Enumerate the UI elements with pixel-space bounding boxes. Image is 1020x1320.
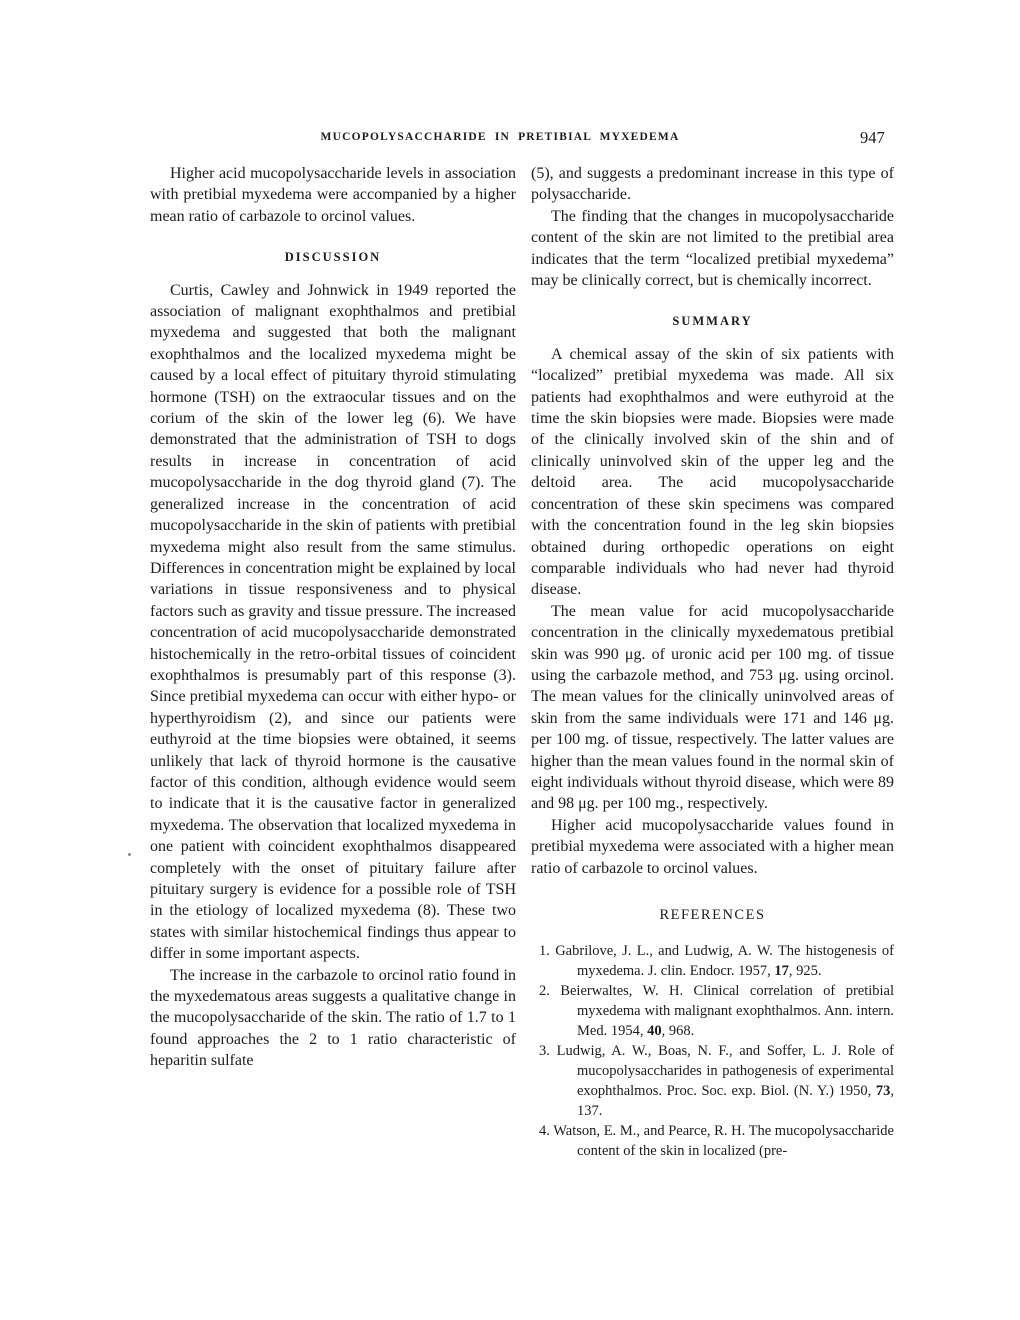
reference-item	[531, 981, 894, 1041]
reference-text: Beierwaltes, W. H. Clinical correlation of pretibial myxedema with malignant exophthalmos. Ann. intern. Med. 1954,	[560, 983, 895, 1040]
reference-item	[531, 1121, 894, 1161]
column-left	[150, 163, 516, 1072]
reference-number: 1.	[539, 943, 550, 960]
scan-speck-artifact	[128, 853, 131, 856]
reference-item	[531, 941, 894, 981]
reference-volume: 17	[774, 963, 789, 980]
page-number: 947	[860, 128, 885, 147]
reference-pages: , 925.	[788, 963, 822, 980]
references-heading: REFERENCES	[659, 907, 766, 923]
reference-number: 4.	[539, 1123, 550, 1140]
reference-text: Ludwig, A. W., Boas, N. F., and Soffer, L. J. Role of mucopolysaccharides in pathogenesis of experimental exophthalmos. Proc. Soc. exp. Biol. (N. Y.) 1950,	[556, 1043, 895, 1100]
finding-paragraph: The finding that the changes in mucopolysaccharide content of the skin are not limited to the pretibial area indicates that the term “localized pretibial myxedema” may be clinically correct, but is chemically incorrect.	[531, 207, 894, 290]
running-head: MUCOPOLYSACCHARIDE IN PRETIBIAL MYXEDEMA	[320, 131, 680, 143]
reference-item	[531, 1041, 894, 1121]
carbazole-ratio-paragraph: The increase in the carbazole to orcinol ratio found in the myxedematous areas suggests a qualitative change in the mucopolysaccharide of the skin. The ratio of 1.7 to 1 found approaches the 2 to 1 ratio characteristic of heparitin sulfate	[150, 966, 516, 1070]
reference-text: Gabrilove, J. L., and Ludwig, A. W. The histogenesis of myxedema. J. clin. Endocr. 1957,	[555, 943, 895, 980]
discussion-heading: DISCUSSION	[284, 250, 382, 265]
reference-number: 2.	[539, 983, 550, 1000]
reference-text: Watson, E. M., and Pearce, R. H. The mucopolysaccharide content of the skin in localized (pre-	[553, 1123, 894, 1160]
reference-pages: , 968.	[661, 1023, 695, 1040]
reference-volume: 73	[875, 1083, 891, 1100]
summary-heading: SUMMARY	[672, 314, 753, 329]
reference-number: 3.	[539, 1043, 550, 1060]
discussion-paragraph: Curtis, Cawley and Johnwick in 1949 reported the association of malignant exophthalmos and pretibial myxedema and suggested that both the malignant exophthalmos and the localized myxedema might be caused by a local effect of pituitary thyroid stimulating hormone (TSH) on the extraocular tissues and on the corium of the skin of the lower leg (6). We have demonstrated that the administration of TSH to dogs results in increase in concentration of acid mucopolysaccharide in the dog thyroid gland (7). The generalized increase in the concentration of acid mucopolysaccharide in the skin of patients with pretibial myxedema might also result from the same stimulus. Differences in concentration might be explained by local variations in tissue responsiveness and to physical factors such as gravity and tissue pressure. The increased concentration of acid mucopolysaccharide demonstrated histochemically in the retro-orbital tissues of coincident exophthalmos is presumably part of this response (3). Since pretibial myxedema can occur with either hypo- or hyperthyroidism (2), and since our patients were euthyroid at the time biopsies were obtained, it seems unlikely that lack of thyroid hormone is the causative factor of this condition, although evidence would seem to indicate that it is the causative factor in generalized myxedema. The observation that localized myxedema in one patient with coincident exophthalmos disappeared completely with the onset of pituitary failure after pituitary surgery is evidence for a possible role of TSH in the etiology of localized myxedema (8). These two states with similar histochemical findings thus appear to differ in some important aspects.	[150, 281, 516, 963]
reference-list	[531, 941, 894, 1161]
continuation-paragraph: (5), and suggests a predominant increase in this type of polysaccharide.	[531, 165, 894, 204]
opening-paragraph: Higher acid mucopolysaccharide levels in association with pretibial myxedema were accompanied by a higher mean ratio of carbazole to orcinol values.	[150, 165, 516, 225]
reference-volume: 40	[647, 1023, 662, 1040]
summary-paragraph-1: A chemical assay of the skin of six patients with “localized” pretibial myxedema was made. All six patients had exophthalmos and were euthyroid at the time the skin biopsies were made. Biopsies were made of the clinically involved skin of the shin and of clinically uninvolved skin of the upper leg and the deltoid area. The acid mucopolysaccharide concentration of these skin specimens was compared with the concentration found in the leg skin biopsies obtained during orthopedic operations on eight comparable individuals who had never had thyroid disease.	[531, 345, 894, 599]
summary-paragraph-2: The mean value for acid mucopolysaccharide concentration in the clinically myxedematous pretibial skin was 990 μg. of uronic acid per 100 mg. of tissue using the carbazole method, and 753 μg. using orcinol. The mean values for the clinically uninvolved areas of skin from the same individuals were 171 and 146 μg. per 100 mg. of tissue, respectively. The latter values are higher than the mean values found in the normal skin of eight individuals without thyroid disease, which were 89 and 98 μg. per 100 mg., respectively.	[531, 602, 894, 813]
reference-pages: , 137.	[577, 1083, 894, 1120]
summary-paragraph-3: Higher acid mucopolysaccharide values found in pretibial myxedema were associated with a higher mean ratio of carbazole to orcinol values.	[531, 816, 894, 877]
column-right	[531, 163, 894, 1161]
